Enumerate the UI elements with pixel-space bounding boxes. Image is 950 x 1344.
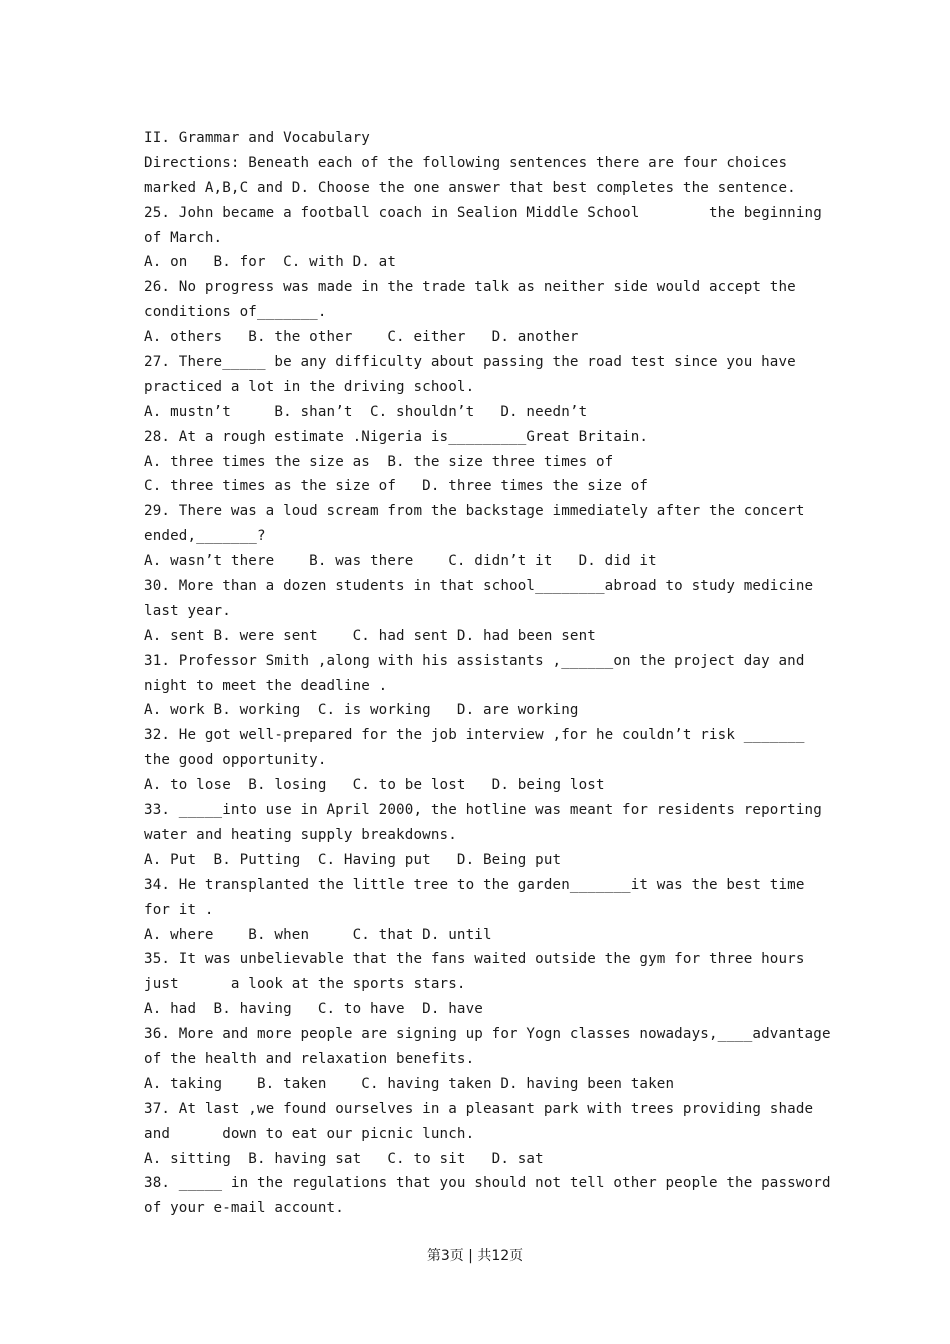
question-text: 34. He transplanted the little tree to the garden_______it was the best time [144,876,805,893]
question-text: 36. More and more people are signing up for Yogn classes nowadays,____advantage [144,1026,831,1043]
question-text: of March. [144,229,223,246]
question-text: and down to eat our picnic lunch. [144,1125,475,1142]
question-text: practiced a lot in the driving school. [144,378,475,395]
question-options: A. wasn’t there B. was there C. didn’t it D. did it [144,553,657,570]
question-options: A. where B. when C. that D. until [144,926,492,943]
question-text: 28. At a rough estimate .Nigeria is_________Great Britain. [144,428,649,445]
section-title: II. Grammar and Vocabulary [144,130,370,146]
question-text: just a look at the sports stars. [144,976,466,993]
question-options: A. Put B. Putting C. Having put D. Being put [144,851,562,868]
question-text: 35. It was unbelievable that the fans waited outside the gym for three hours [144,951,805,968]
question-text: of the health and relaxation benefits. [144,1050,475,1067]
question-text: for it . [144,901,214,918]
question-text: 33. _____into use in April 2000, the hotline was meant for residents reporting [144,802,822,819]
question-text: conditions of_______. [144,304,327,321]
question-text: 30. More than a dozen students in that school________abroad to study medicine [144,578,814,595]
question-options: A. sitting B. having sat C. to sit D. sat [144,1150,544,1167]
question-options: A. work B. working C. is working D. are working [144,702,579,719]
question-options: A. others B. the other C. either D. another [144,329,579,346]
question-text: the good opportunity. [144,752,327,769]
page-number-footer: 第3页 | 共12页 [426,1248,524,1264]
question-text: ended,_______? [144,528,266,545]
question-options: A. three times the size as B. the size three times of [144,453,614,470]
question-text: water and heating supply breakdowns. [144,826,457,843]
question-options: A. on B. for C. with D. at [144,254,397,271]
question-options: A. to lose B. losing C. to be lost D. being lost [144,777,605,794]
question-options: C. three times as the size of D. three times the size of [144,478,649,495]
question-text: night to meet the deadline . [144,677,388,694]
question-text: 38. _____ in the regulations that you should not tell other people the password [144,1175,831,1192]
directions-line: Directions: Beneath each of the following sentences there are four choices [144,154,788,171]
question-text: 29. There was a loud scream from the backstage immediately after the concert [144,503,805,520]
question-text: last year. [144,602,231,619]
question-text: 31. Professor Smith ,along with his assistants ,______on the project day and [144,652,805,669]
question-options: A. sent B. were sent C. had sent D. had been sent [144,627,596,644]
question-options: A. mustn’t B. shan’t C. shouldn’t D. needn’t [144,403,588,420]
question-text: 27. There_____ be any difficulty about passing the road test since you have [144,354,796,371]
question-text: 25. John became a football coach in Sealion Middle School the beginning [144,204,822,221]
question-options: A. taking B. taken C. having taken D. having been taken [144,1075,675,1092]
question-text: 32. He got well-prepared for the job interview ,for he couldn’t risk _______ [144,727,805,744]
question-text: 26. No progress was made in the trade talk as neither side would accept the [144,279,796,296]
directions-line: marked A,B,C and D. Choose the one answer that best completes the sentence. [144,179,796,196]
question-options: A. had B. having C. to have D. have [144,1001,483,1018]
question-text: 37. At last ,we found ourselves in a pleasant park with trees providing shade [144,1100,814,1117]
exam-content [144,126,831,1221]
question-text: of your e-mail account. [144,1200,344,1217]
